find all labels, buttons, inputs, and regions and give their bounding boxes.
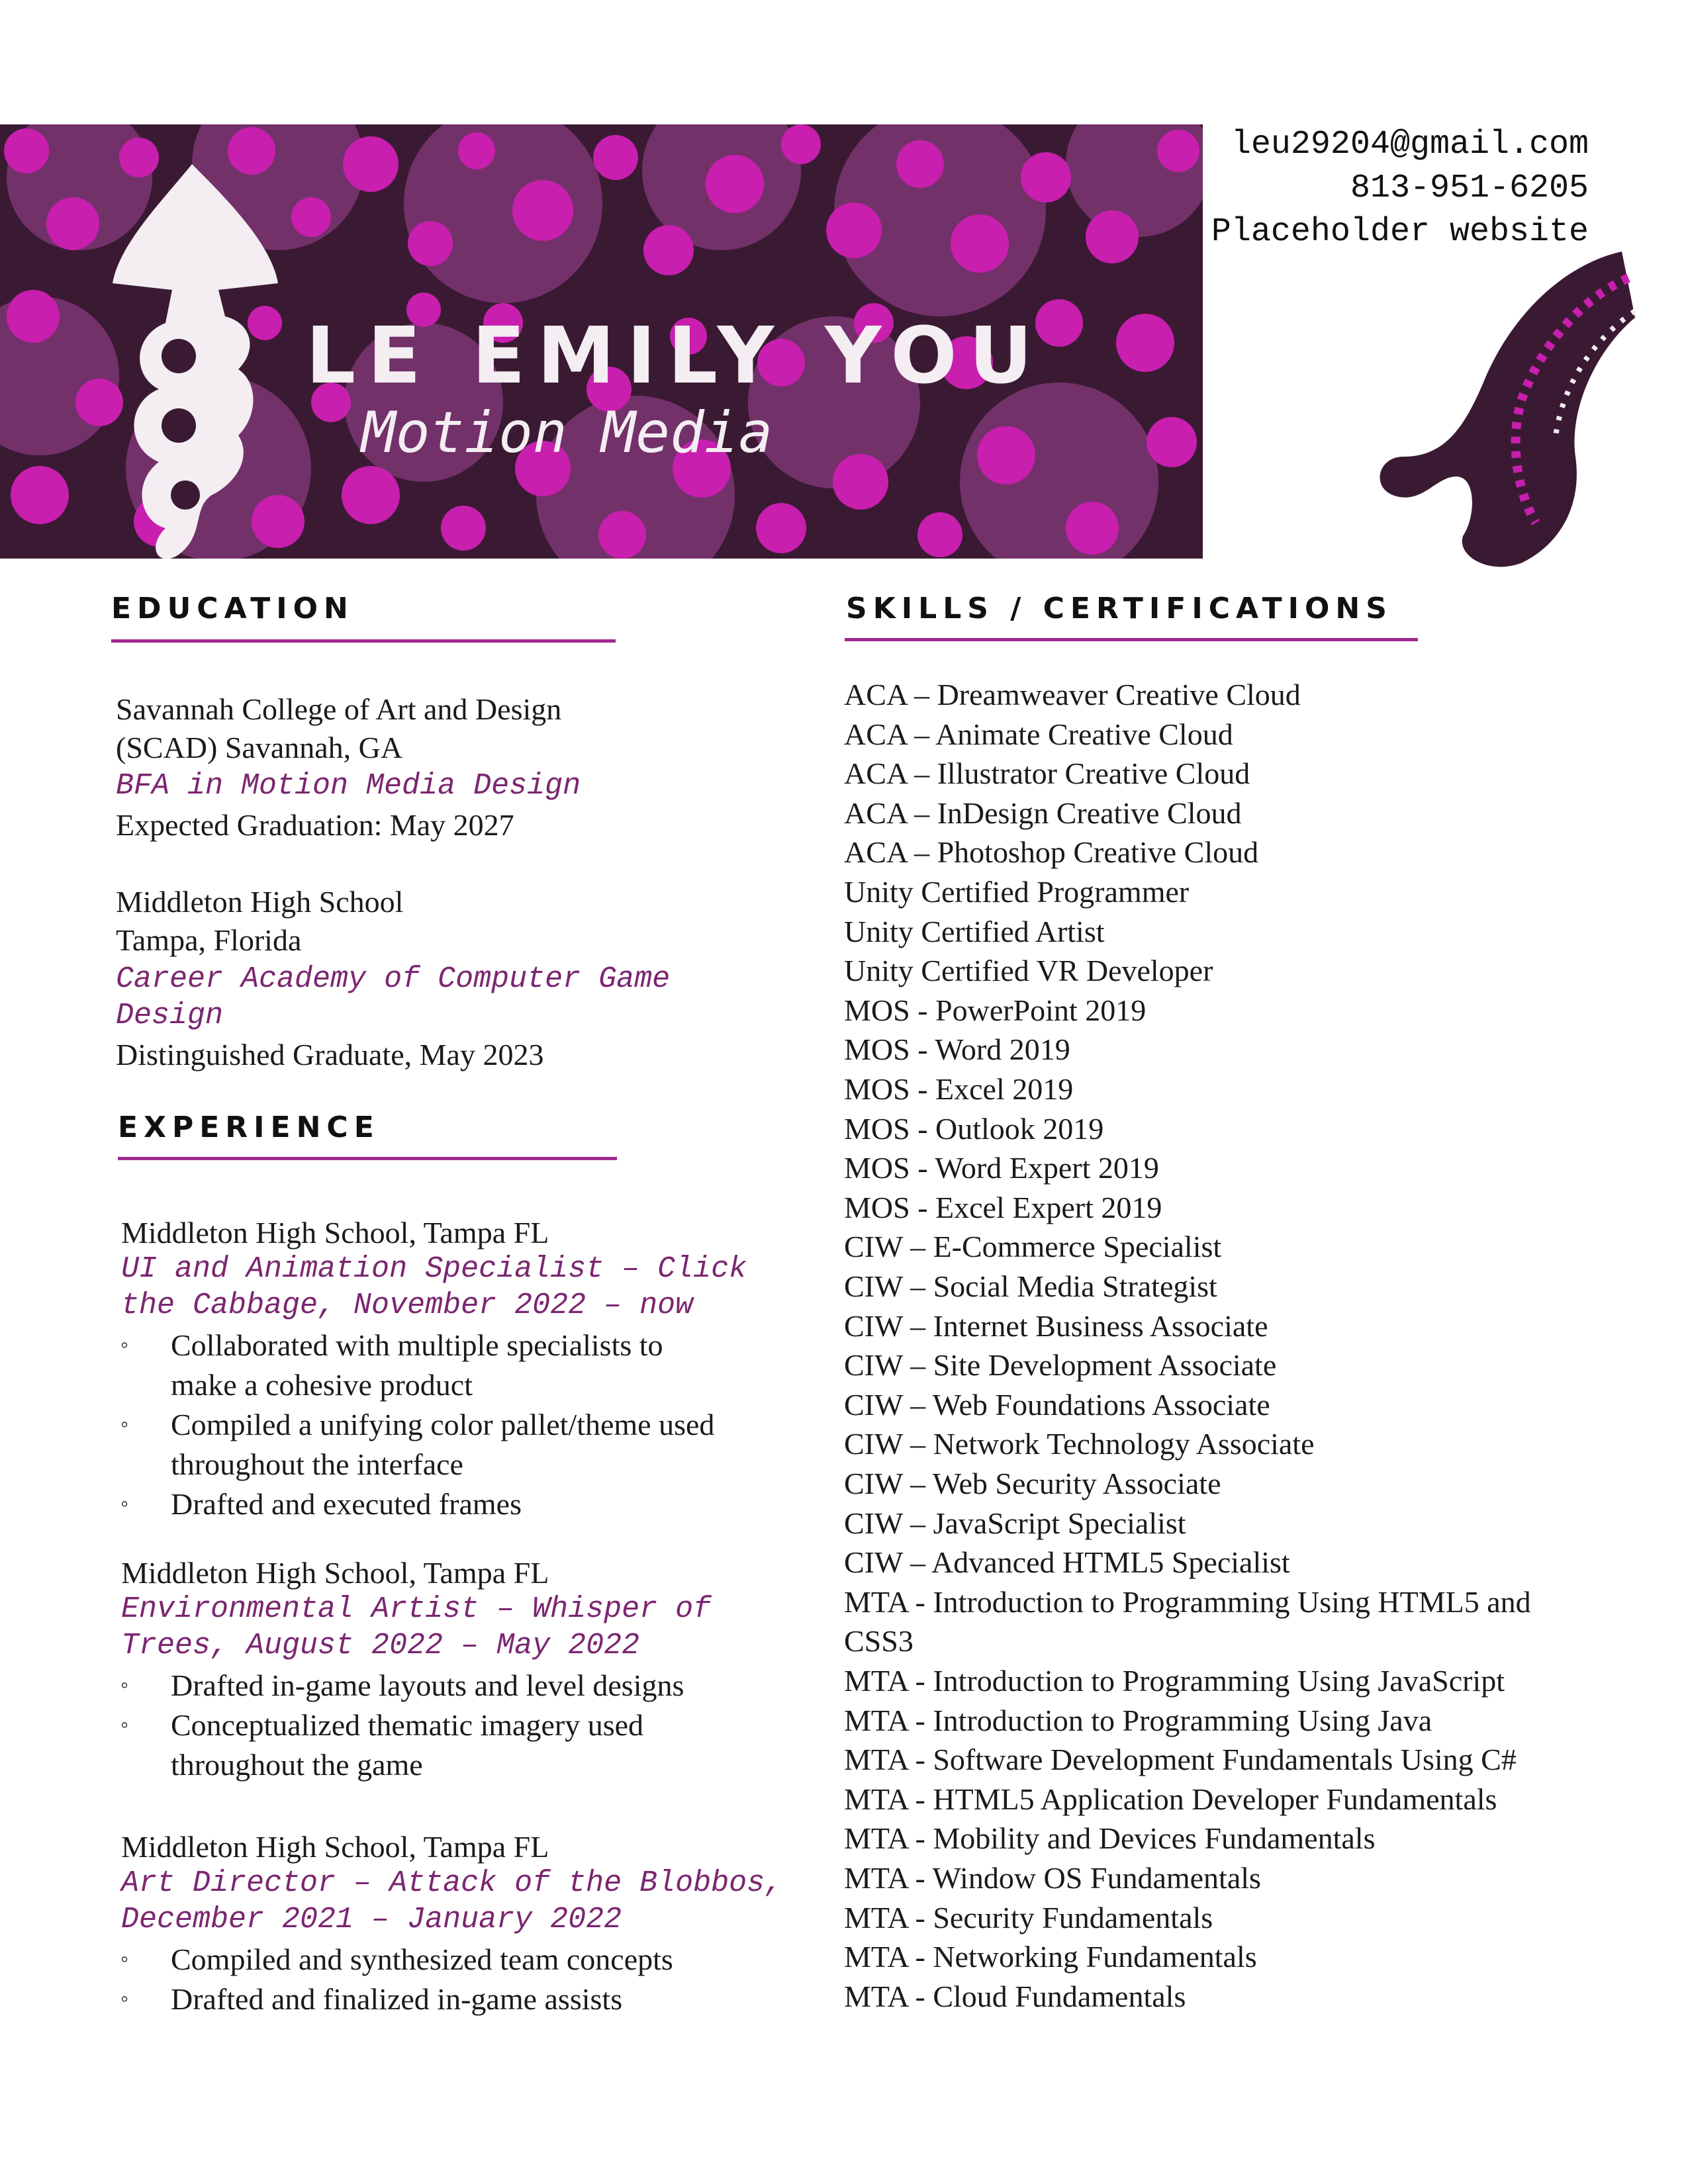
skill-item: ACA – Dreamweaver Creative Cloud	[844, 678, 1301, 711]
job-org: Middleton High School, Tampa FL	[121, 1830, 549, 1864]
bullet-text-cont: make a cohesive product	[171, 1368, 473, 1402]
job-bullet	[120, 1326, 663, 1405]
bullet-icon: ◦	[120, 1673, 129, 1698]
job-bullet	[120, 1940, 673, 1979]
skill-item: CIW – Web Security Associate	[844, 1467, 1221, 1500]
skill-item: CIW – Internet Business Associate	[844, 1308, 1268, 1343]
skill-item: CIW – Site Development Associate	[844, 1348, 1277, 1383]
job-bullet	[120, 1979, 623, 2019]
job-bullet	[120, 1706, 644, 1785]
skill-item: CSS3	[844, 1624, 914, 1659]
skill-item: MOS - PowerPoint 2019	[844, 993, 1147, 1027]
bullet-icon: ◦	[120, 1713, 129, 1737]
skills-heading: SKILLS / CERTIFICATIONS	[846, 592, 1393, 625]
contact-email[interactable]: leu29204@gmail.com	[1231, 126, 1589, 163]
contact-phone[interactable]: 813-951-6205	[1350, 169, 1589, 207]
school-note: Expected Graduation: May 2027	[116, 808, 514, 842]
school-location: (SCAD) Savannah, GA	[116, 731, 403, 764]
bullet-icon: ◦	[120, 1333, 129, 1357]
school-name: Middleton High School	[116, 885, 404, 919]
skill-item: Unity Certified VR Developer	[844, 954, 1213, 988]
job-org: Middleton High School, Tampa FL	[121, 1556, 549, 1590]
skill-item: Unity Certified Programmer	[844, 875, 1190, 909]
job-role: Environmental Artist – Whisper of	[121, 1592, 712, 1626]
skill-item: CIW – Advanced HTML5 Specialist	[844, 1545, 1290, 1580]
job-bullet	[120, 1484, 522, 1524]
bullet-icon: ◦	[120, 1947, 129, 1972]
education-heading: EDUCATION	[111, 592, 354, 625]
skill-item: MTA - Software Development Fundamentals Using C#	[844, 1743, 1517, 1777]
school-location: Tampa, Florida	[116, 923, 302, 957]
skill-item: MTA - HTML5 Application Developer Fundamentals	[844, 1782, 1497, 1816]
skill-item: MTA - Cloud Fundamentals	[844, 1979, 1186, 2013]
job-org: Middleton High School, Tampa FL	[121, 1216, 549, 1250]
skill-item: ACA – Illustrator Creative Cloud	[844, 756, 1250, 791]
bullet-icon: ◦	[120, 1987, 129, 2011]
school-program: BFA in Motion Media Design	[116, 769, 581, 803]
job-role: Art Director – Attack of the Blobbos,	[121, 1866, 783, 1900]
skill-item: CIW – Network Technology Associate	[844, 1427, 1315, 1461]
job-role-cont: the Cabbage, November 2022 – now	[121, 1289, 694, 1322]
skills-divider	[845, 638, 1418, 641]
bullet-icon: ◦	[120, 1412, 129, 1437]
school-program-cont: Design	[116, 999, 224, 1032]
job-bullet	[120, 1405, 715, 1484]
experience-divider	[118, 1157, 617, 1160]
school-note: Distinguished Graduate, May 2023	[116, 1038, 544, 1071]
skill-item: MOS - Word 2019	[844, 1032, 1070, 1067]
contact-website[interactable]: Placeholder website	[1211, 213, 1589, 251]
skill-item: CIW – Web Foundations Associate	[844, 1387, 1270, 1422]
bullet-text: Drafted and finalized in-game assists	[171, 1982, 623, 2016]
skill-item: MTA - Window OS Fundamentals	[844, 1861, 1261, 1895]
skill-item: CIW – JavaScript Specialist	[844, 1506, 1186, 1540]
bullet-text: Collaborated with multiple specialists to	[171, 1328, 663, 1362]
skill-item: ACA – InDesign Creative Cloud	[844, 796, 1242, 830]
bullet-icon: ◦	[120, 1492, 129, 1516]
skill-item: ACA – Animate Creative Cloud	[844, 717, 1233, 751]
bullet-text-cont: throughout the game	[171, 1748, 423, 1782]
bullet-text: Compiled a unifying color pallet/theme used	[171, 1408, 715, 1441]
experience-heading: EXPERIENCE	[118, 1111, 380, 1144]
job-role-cont: December 2021 – January 2022	[121, 1903, 622, 1936]
skill-item: ACA – Photoshop Creative Cloud	[844, 835, 1259, 870]
applicant-name: LE EMILY YOU	[306, 310, 1045, 401]
bullet-text: Drafted in-game layouts and level designs	[171, 1668, 684, 1702]
skill-item: CIW – Social Media Strategist	[844, 1269, 1217, 1303]
skill-item: MTA - Introduction to Programming Using HTML5 and	[844, 1584, 1531, 1619]
skill-item: MTA - Introduction to Programming Using Java	[844, 1703, 1432, 1737]
school-name: Savannah College of Art and Design	[116, 692, 562, 726]
skill-item: MTA - Introduction to Programming Using JavaScript	[844, 1664, 1505, 1698]
applicant-subtitle: Motion Media	[361, 400, 773, 466]
education-divider	[111, 639, 616, 643]
job-bullet	[120, 1666, 684, 1706]
skill-item: MOS - Word Expert 2019	[844, 1151, 1159, 1185]
skill-item: MTA - Networking Fundamentals	[844, 1940, 1257, 1974]
skill-item: Unity Certified Artist	[844, 914, 1105, 948]
skill-item: MTA - Mobility and Devices Fundamentals	[844, 1821, 1376, 1856]
school-program: Career Academy of Computer Game	[116, 962, 671, 996]
tentacle-icon	[1364, 238, 1642, 582]
skill-item: CIW – E-Commerce Specialist	[844, 1230, 1222, 1264]
bullet-text: Drafted and executed frames	[171, 1487, 522, 1521]
bullet-text: Compiled and synthesized team concepts	[171, 1942, 673, 1976]
skill-item: MOS - Excel Expert 2019	[844, 1190, 1162, 1224]
skill-item: MOS - Excel 2019	[844, 1072, 1074, 1106]
bullet-text-cont: throughout the interface	[171, 1447, 463, 1481]
job-role: UI and Animation Specialist – Click	[121, 1252, 747, 1286]
job-role-cont: Trees, August 2022 – May 2022	[121, 1629, 640, 1662]
skill-item: MTA - Security Fundamentals	[844, 1900, 1213, 1934]
skill-item: MOS - Outlook 2019	[844, 1111, 1104, 1146]
bullet-text: Conceptualized thematic imagery used	[171, 1708, 644, 1742]
